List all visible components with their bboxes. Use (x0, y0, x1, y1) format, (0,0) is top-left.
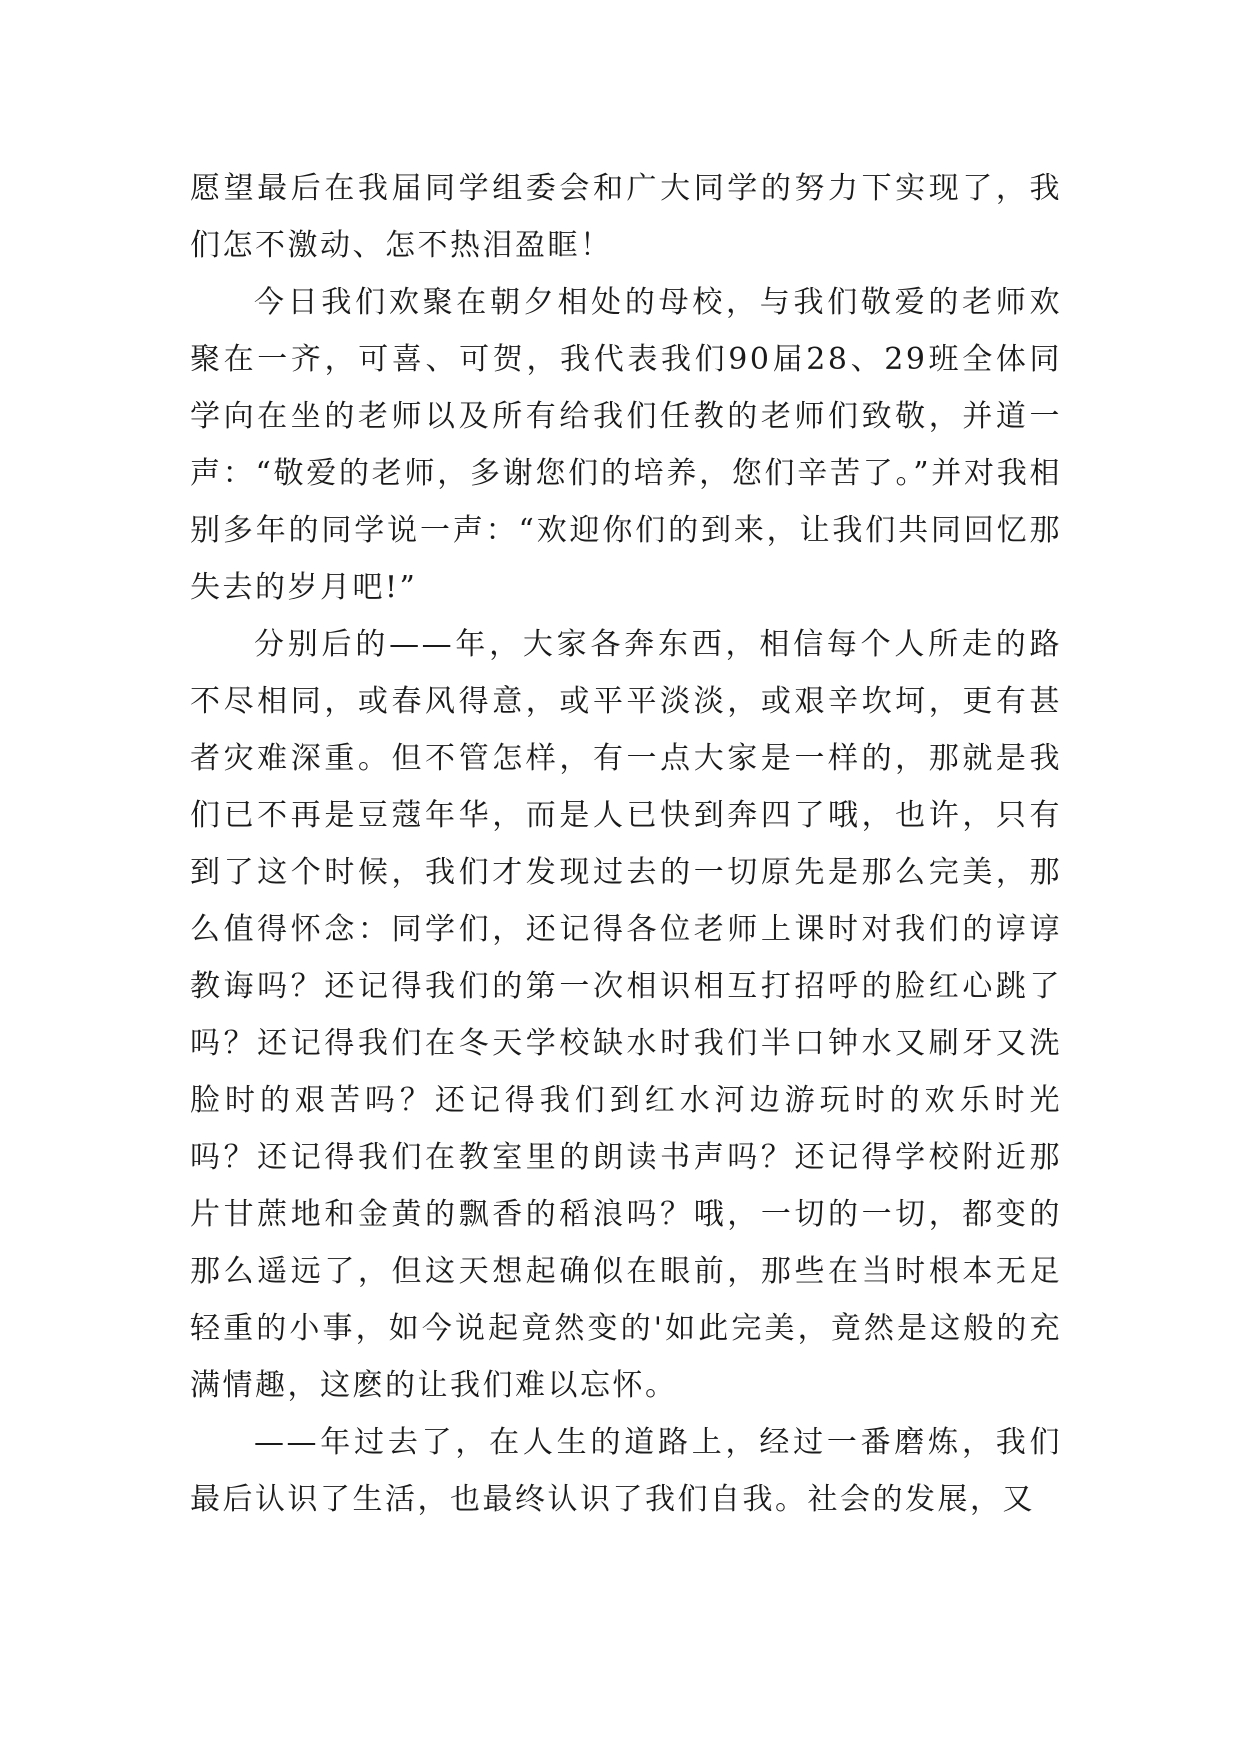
paragraph-4: ——年过去了，在人生的道路上，经过一番磨炼，我们最后认识了生活，也最终认识了我们自我。社会的发展，又 (190, 1425, 1062, 1517)
paragraph-1: 愿望最后在我届同学组委会和广大同学的努力下实现了，我们怎不激动、怎不热泪盈眶！ (190, 171, 1062, 263)
paragraph-3: 分别后的——年，大家各奔东西，相信每个人所走的路不尽相同，或春风得意，或平平淡淡，或艰辛坎坷，更有甚者灾难深重。但不管怎样，有一点大家是一样的，那就是我们已不再是豆蔻年华，而是人已快到奔四了哦，也许，只有到了这个时候，我们才发现过去的一切原先是那么完美，那么值得怀念：同学们，还记得各位老师上课时对我们的谆谆教诲吗？还记得我们的第一次相识相互打招呼的脸红心跳了吗？还记得我们在冬天学校缺水时我们半口钟水又刷牙又洗脸时的艰苦吗？还记得我们到红水河边游玩时的欢乐时光吗？还记得我们在教室里的朗读书声吗？还记得学校附近那片甘蔗地和金黄的飘香的稻浪吗？哦，一切的一切，都变的那么遥远了，但这天想起确似在眼前，那些在当时根本无足轻重的小事，如今说起竟然变的'如此完美，竟然是这般的充满情趣，这麽的让我们难以忘怀。 (190, 627, 1062, 1403)
document-body (190, 160, 1062, 1528)
paragraph-2: 今日我们欢聚在朝夕相处的母校，与我们敬爱的老师欢聚在一齐，可喜、可贺，我代表我们90届28、29班全体同学向在坐的老师以及所有给我们任教的老师们致敬，并道一声：“敬爱的老师，多谢您们的培养，您们辛苦了。”并对我相别多年的同学说一声：“欢迎你们的到来，让我们共同回忆那失去的岁月吧!” (190, 285, 1062, 605)
